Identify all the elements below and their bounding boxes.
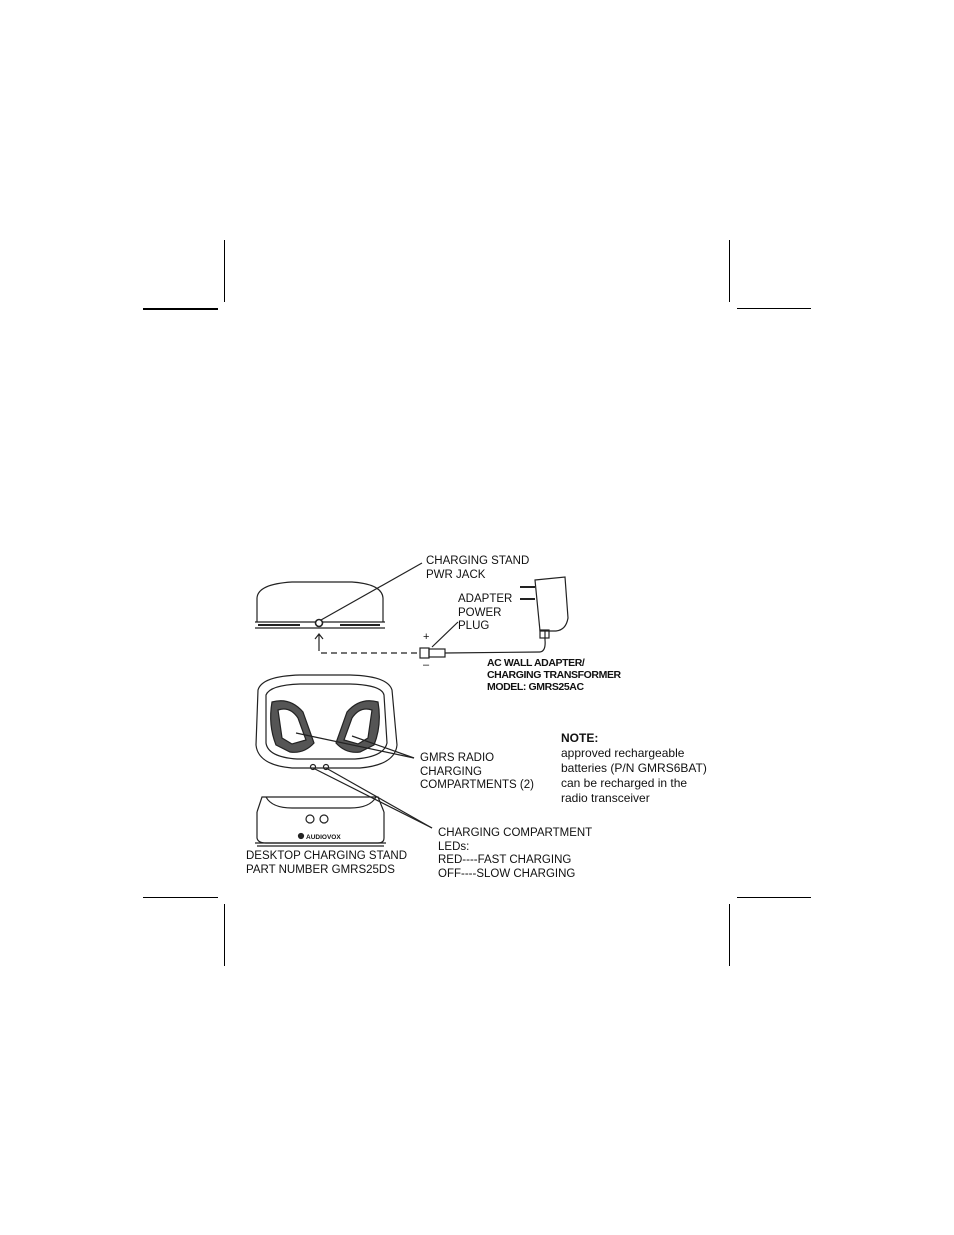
charging-stand-top-view bbox=[256, 675, 397, 770]
note-line: batteries (P/N GMRS6BAT) bbox=[561, 761, 707, 775]
svg-text:–: – bbox=[423, 659, 430, 671]
label-charging-stand-pwr-jack: CHARGING STAND PWR JACK bbox=[426, 555, 530, 581]
label-charging-compartment-leds: CHARGING COMPARTMENT LEDs: RED----FAST CHARGING OFF----SLOW CHARGING bbox=[438, 827, 593, 880]
label-ac-wall-adapter: AC WALL ADAPTER/ CHARGING TRANSFORMER MODEL: GMRS25AC bbox=[487, 657, 621, 693]
pwr-jack-icon bbox=[316, 620, 323, 627]
note-line: approved rechargeable bbox=[561, 746, 685, 760]
label-desktop-charging-stand: DESKTOP CHARGING STAND PART NUMBER GMRS25DS bbox=[246, 850, 408, 876]
note-title: NOTE: bbox=[561, 731, 599, 745]
svg-text:AUDIOVOX: AUDIOVOX bbox=[306, 834, 341, 841]
label-adapter-power-plug: ADAPTER POWER PLUG bbox=[458, 593, 513, 632]
label-charging-compartments: GMRS RADIO CHARGING COMPARTMENTS (2) bbox=[420, 752, 534, 791]
note-line: radio transceiver bbox=[561, 791, 650, 805]
charging-stand-rear-view bbox=[255, 582, 385, 628]
led-icon bbox=[320, 815, 328, 823]
ac-wall-adapter-icon bbox=[520, 577, 568, 638]
charging-stand-front-view bbox=[255, 797, 386, 846]
svg-text:+: + bbox=[423, 631, 430, 643]
note-box bbox=[561, 731, 707, 806]
note-line: can be recharged in the bbox=[561, 776, 688, 790]
led-icon bbox=[306, 815, 314, 823]
